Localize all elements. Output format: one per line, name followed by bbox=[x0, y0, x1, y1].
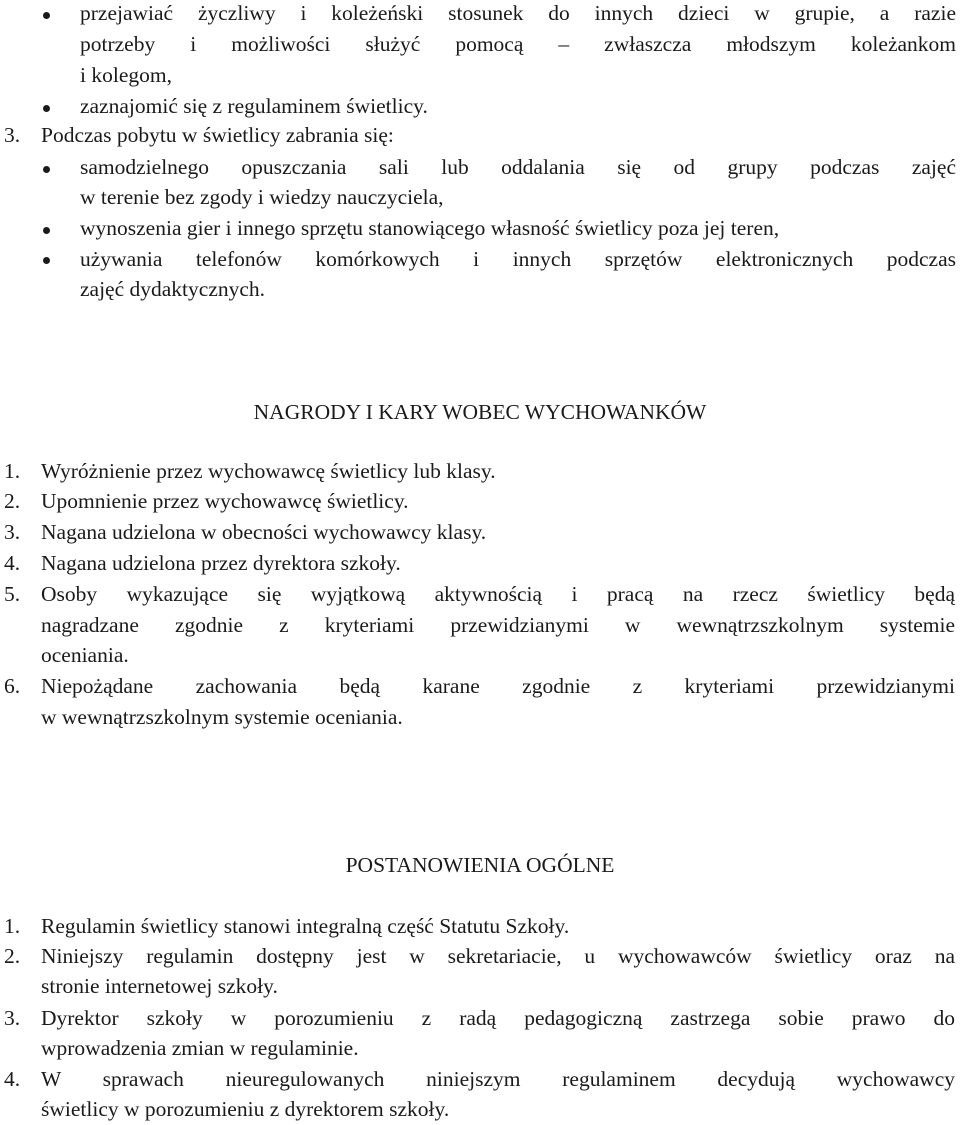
list-number: 3. bbox=[4, 520, 21, 544]
list-item-line: Osoby wykazujące się wyjątkową aktywnością i pracą na rzecz świetlicy będą bbox=[41, 582, 955, 606]
list-number: 1. bbox=[4, 459, 21, 483]
list-number: 5. bbox=[4, 582, 21, 606]
list-item-line: Nagana udzielona przez dyrektora szkoły. bbox=[41, 551, 401, 575]
section-heading-nagrody: NAGRODY I KARY WOBEC WYCHOWANKÓW bbox=[253, 400, 707, 424]
list-item-line: Niniejszy regulamin dostępny jest w sekretariacie, u wychowawców świetlicy oraz na bbox=[41, 944, 955, 968]
list-item-line: stronie internetowej szkoły. bbox=[41, 974, 278, 998]
list-number: 2. bbox=[4, 944, 21, 968]
list-number: 4. bbox=[4, 551, 21, 575]
section-heading-postanowienia: POSTANOWIENIA OGÓLNE bbox=[345, 853, 615, 877]
bullet-icon bbox=[43, 166, 50, 173]
list-number: 3. bbox=[4, 1006, 21, 1030]
bullet-icon bbox=[43, 227, 50, 234]
bullet-icon bbox=[43, 12, 50, 19]
list-item-line: Upomnienie przez wychowawcę świetlicy. bbox=[41, 489, 409, 513]
list-item-line: w terenie bez zgody i wiedzy nauczyciela, bbox=[80, 185, 444, 209]
list-item-line: oceniania. bbox=[41, 643, 129, 667]
list-number: 4. bbox=[4, 1067, 21, 1091]
list-number: 3. bbox=[4, 123, 21, 147]
list-item-line: używania telefonów komórkowych i innych sprzętów elektronicznych podczas bbox=[80, 247, 956, 271]
list-item-line: Nagana udzielona w obecności wychowawcy klasy. bbox=[41, 520, 487, 544]
list-item-line: nagradzane zgodnie z kryteriami przewidzianymi w wewnątrzszkolnym systemie bbox=[41, 613, 955, 637]
list-item-line: potrzeby i możliwości służyć pomocą – zwłaszcza młodszym koleżankom bbox=[80, 32, 956, 56]
list-item-line: W sprawach nieuregulowanych niniejszym regulaminem decydują wychowawcy bbox=[41, 1067, 955, 1091]
list-number: 2. bbox=[4, 489, 21, 513]
list-item-line: samodzielnego opuszczania sali lub oddalania się od grupy podczas zajęć bbox=[80, 155, 956, 179]
list-number: 6. bbox=[4, 674, 21, 698]
bullet-icon bbox=[43, 105, 50, 112]
list-item-line: Regulamin świetlicy stanowi integralną część Statutu Szkoły. bbox=[41, 914, 570, 938]
list-item-line: świetlicy w porozumieniu z dyrektorem szkoły. bbox=[41, 1097, 450, 1121]
list-item-line: Niepożądane zachowania będą karane zgodnie z kryteriami przewidzianymi bbox=[41, 674, 955, 698]
list-item-line: wprowadzenia zmian w regulaminie. bbox=[41, 1036, 359, 1060]
list-item-line: zaznajomić się z regulaminem świetlicy. bbox=[80, 94, 428, 118]
list-item-line: wynoszenia gier i innego sprzętu stanowiącego własność świetlicy poza jej teren, bbox=[80, 216, 780, 240]
list-item-line: i kolegom, bbox=[80, 63, 172, 87]
bullet-icon bbox=[43, 257, 50, 264]
list-item-line: Podczas pobytu w świetlicy zabrania się: bbox=[41, 123, 394, 147]
list-item-line: w wewnątrzszkolnym systemie oceniania. bbox=[41, 705, 403, 729]
list-number: 1. bbox=[4, 914, 21, 938]
list-item-line: Dyrektor szkoły w porozumieniu z radą pedagogiczną zastrzega sobie prawo do bbox=[41, 1006, 955, 1030]
list-item-line: przejawiać życzliwy i koleżeński stosunek do innych dzieci w grupie, a razie bbox=[80, 1, 956, 25]
list-item-line: Wyróżnienie przez wychowawcę świetlicy lub klasy. bbox=[41, 459, 496, 483]
list-item-line: zajęć dydaktycznych. bbox=[80, 277, 266, 301]
